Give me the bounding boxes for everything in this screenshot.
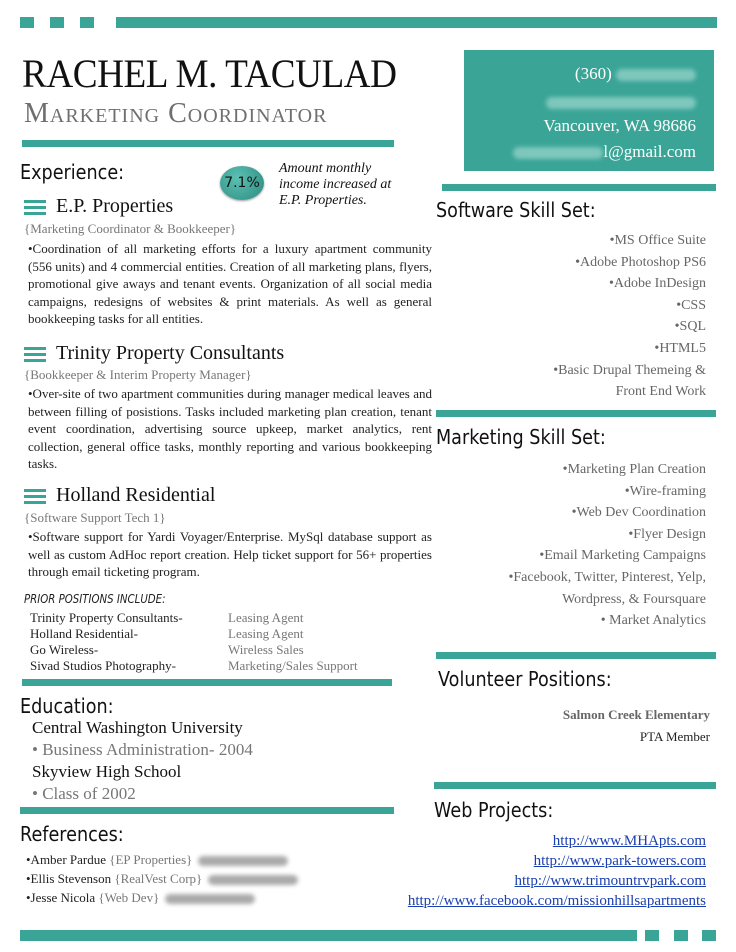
skill-item: •Flyer Design [628,526,706,542]
skill-item: •HTML5 [654,340,706,356]
skill-item: • Market Analytics [600,613,706,629]
experience-heading: Experience: [20,160,125,184]
skill-item: •Facebook, Twitter, Pinterest, Yelp, [508,569,706,585]
software-divider [436,410,716,417]
job-role: {Bookkeeper & Interim Property Manager} [24,367,252,382]
project-link[interactable]: http://www.facebook.com/missionhillsapartments [407,893,706,909]
software-skills-list [553,230,706,403]
volunteer-heading: Volunteer Positions: [438,667,612,691]
decor-square [20,17,34,28]
email: l@gmail.com [513,142,696,162]
marketing-divider [436,652,716,659]
company-name: Holland Residential [56,484,216,506]
education-divider [20,807,394,814]
marketing-skills-list [508,459,706,632]
phone: (360) [575,64,696,84]
header-divider [22,140,394,147]
skill-item: •Email Marketing Campaigns [539,548,706,564]
experience-divider [22,679,392,686]
badge-note: Amount monthly income increased at E.P. Properties. [279,161,392,208]
job-description: •Over-site of two apartment communities during manager medical leaves and between filling of posistions. Tasks included marketing plan creation, tenant event coordination, advertising source upkeep, market analytics, rent collection, general office tasks, monthly reporting and various bookkeeping tasks. [28,386,432,471]
skill-item: •Adobe Photoshop PS6 [575,254,706,270]
contact-divider [442,184,716,191]
school-detail: • Class of 2002 [32,784,136,803]
income-badge: 7.1% [220,166,264,200]
company-name: E.P. Properties [56,195,174,217]
skill-item: •Adobe InDesign [608,276,706,292]
list-icon [24,200,46,218]
project-link[interactable]: http://www.MHApts.com [552,833,706,849]
prior-position-row: Sivad Studios Photography- Marketing/Sales Support [30,658,358,673]
software-skills-heading: Software Skill Set: [436,198,596,222]
company-name: Trinity Property Consultants [56,342,285,364]
decor-square [674,930,688,941]
skill-item: •Marketing Plan Creation [562,462,706,477]
list-icon [24,347,46,365]
web-projects-heading: Web Projects: [434,798,554,822]
location: Vancouver, WA 98686 [543,116,696,135]
job-title: Marketing Coordinator [24,98,328,129]
volunteer-divider [434,782,716,789]
top-bar [116,17,717,28]
job-role: {Software Support Tech 1} [24,510,166,525]
prior-position-row: Holland Residential- Leasing Agent [30,626,304,641]
skill-item: Front End Work [615,384,706,400]
marketing-skills-heading: Marketing Skill Set: [436,425,606,449]
bottom-bar [20,930,637,941]
project-link[interactable]: http://www.park-towers.com [533,853,706,869]
skill-item: •CSS [676,297,706,313]
reference-item: •Jesse Nicola {Web Dev} [26,890,255,906]
education-heading: Education: [20,694,114,718]
prior-position-row: Go Wireless- Wireless Sales [30,642,304,657]
school-name: Skyview High School [32,762,182,781]
volunteer-org: Salmon Creek Elementary [562,707,710,722]
phone-redacted [546,92,696,112]
school-detail: • Business Administration- 2004 [32,740,253,759]
candidate-name: RACHEL M. TACULAD [22,51,397,96]
school-name: Central Washington University [32,718,243,737]
contact-box [464,50,714,171]
job-description: •Software support for Yardi Voyager/Enterprise. MySql database support as well as custom AdHoc report creation. Help ticket support for 56+ properties through email ticketing program. [28,529,432,579]
skill-item: Wordpress, & Foursquare [562,591,706,607]
volunteer-role: PTA Member [639,729,710,744]
decor-square [645,930,659,941]
references-heading: References: [20,822,124,846]
decor-square [80,17,94,28]
skill-item: •SQL [674,319,706,335]
skill-item: •Basic Drupal Themeing & [553,362,706,378]
project-link[interactable]: http://www.trimountrvpark.com [514,873,706,889]
skill-item: •MS Office Suite [609,233,706,248]
prior-positions-heading: PRIOR POSITIONS INCLUDE: [24,592,166,606]
reference-item: •Amber Pardue {EP Properties} [26,852,288,868]
skill-item: •Web Dev Coordination [571,505,706,521]
list-icon [24,489,46,507]
prior-position-row: Trinity Property Consultants- Leasing Agent [30,610,304,625]
decor-square [50,17,64,28]
decor-square [702,930,716,941]
skill-item: •Wire-framing [624,483,706,499]
job-description: •Coordination of all marketing efforts for a luxury apartment community (556 units) and 4 commercial entities. Creation of all marketing plans, flyers, promotional give aways and tenant events. Organization of all social media campaigns, redesigns of websites & print materials. As well as general bookkeeping tasks for all entities. [28,241,432,326]
job-role: {Marketing Coordinator & Bookkeeper} [24,221,237,236]
reference-item: •Ellis Stevenson {RealVest Corp} [26,871,298,887]
